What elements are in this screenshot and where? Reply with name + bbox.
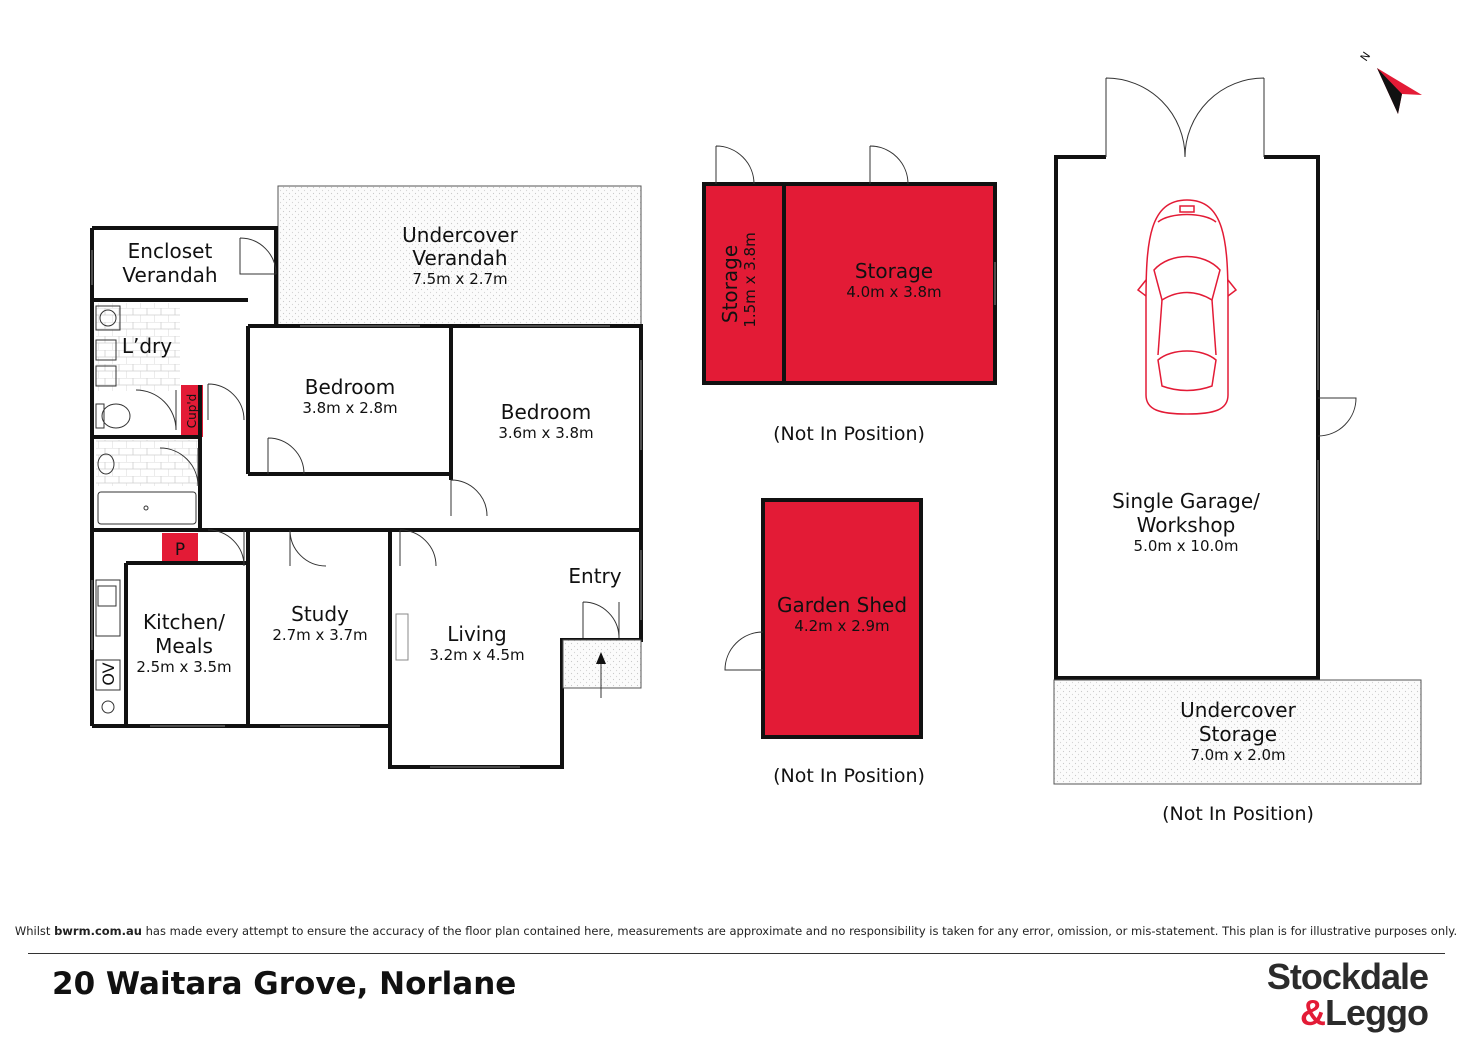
living-label: Living xyxy=(447,622,507,646)
entry-label: Entry xyxy=(568,564,622,588)
undercover-storage-label-1: Undercover xyxy=(1180,698,1296,722)
garage-double-door xyxy=(1106,78,1264,157)
logo-line2 xyxy=(1300,992,1428,1034)
bedroom2-dim: 3.6m x 3.8m xyxy=(498,424,594,442)
storage-small-door xyxy=(716,146,754,184)
disclaimer-post: has made every attempt to ensure the accuracy of the floor plan contained here, measurements are approximate and no responsibility is taken for any error, omission, or mis-statement. This plan is for illustrative purposes only. xyxy=(141,924,1458,938)
garage-side-door xyxy=(1318,398,1356,436)
storage-large-label: Storage xyxy=(854,259,934,283)
kitchen-label-1: Kitchen/ xyxy=(143,610,225,634)
garden-shed-door xyxy=(725,632,763,670)
undercover-position-note: (Not In Position) xyxy=(1162,803,1314,825)
pantry-label: P xyxy=(174,540,186,560)
bedroom1-label: Bedroom xyxy=(304,375,396,399)
undercover-verandah-label-1: Undercover xyxy=(402,223,518,247)
north-arrow-icon xyxy=(1358,50,1422,114)
study-dim: 2.7m x 3.7m xyxy=(272,626,368,644)
undercover-storage-label-2: Storage xyxy=(1198,722,1278,746)
shed-position-note: (Not In Position) xyxy=(773,765,925,787)
logo-line2-text: Leggo xyxy=(1325,992,1428,1033)
kitchen-dim: 2.5m x 3.5m xyxy=(136,658,232,676)
undercover-verandah-dim: 7.5m x 2.7m xyxy=(412,270,508,288)
encloset-verandah-label-1: Encloset xyxy=(127,239,213,263)
disclaimer-pre: Whilst xyxy=(14,924,55,938)
bedroom1-dim: 3.8m x 2.8m xyxy=(302,399,398,417)
laundry-label: L’dry xyxy=(121,334,173,358)
logo-line1: Stockdale xyxy=(1266,956,1428,997)
agency-logo xyxy=(1262,956,1434,1036)
storage-position-note: (Not In Position) xyxy=(773,423,925,445)
kitchen-label-2: Meals xyxy=(155,634,213,658)
living-dim: 3.2m x 4.5m xyxy=(429,646,525,664)
north-label: N xyxy=(1357,49,1374,64)
garage-label-1: Single Garage/ xyxy=(1112,489,1260,513)
bathroom-tiles xyxy=(96,440,198,486)
garage-dim: 5.0m x 10.0m xyxy=(1133,537,1239,555)
oven-label: OV xyxy=(99,662,118,686)
garage-label-2: Workshop xyxy=(1136,513,1236,537)
storage-large-door xyxy=(870,146,908,184)
study-label: Study xyxy=(291,602,349,626)
logo-ampersand: & xyxy=(1300,992,1326,1033)
disclaimer xyxy=(0,924,1472,938)
footer-divider xyxy=(28,953,1445,954)
encloset-verandah-label-2: Verandah xyxy=(122,263,218,287)
storage-large-dim: 4.0m x 3.8m xyxy=(846,283,942,301)
car-icon xyxy=(1138,200,1236,414)
garden-shed-dim: 4.2m x 2.9m xyxy=(794,617,890,635)
bedroom2-label: Bedroom xyxy=(500,400,592,424)
disclaimer-site-link[interactable]: bwrm.com.au xyxy=(54,924,142,938)
undercover-verandah-label-2: Verandah xyxy=(412,246,508,270)
storage-small-dim: 1.5m x 3.8m xyxy=(741,232,759,328)
garden-shed-label: Garden Shed xyxy=(776,593,908,617)
cupboard-label: Cup'd xyxy=(185,393,199,429)
undercover-storage-dim: 7.0m x 2.0m xyxy=(1190,746,1286,764)
garage-room xyxy=(1056,157,1318,678)
storage-small-label: Storage xyxy=(718,244,742,324)
property-address: 20 Waitara Grove, Norlane xyxy=(52,966,517,1002)
